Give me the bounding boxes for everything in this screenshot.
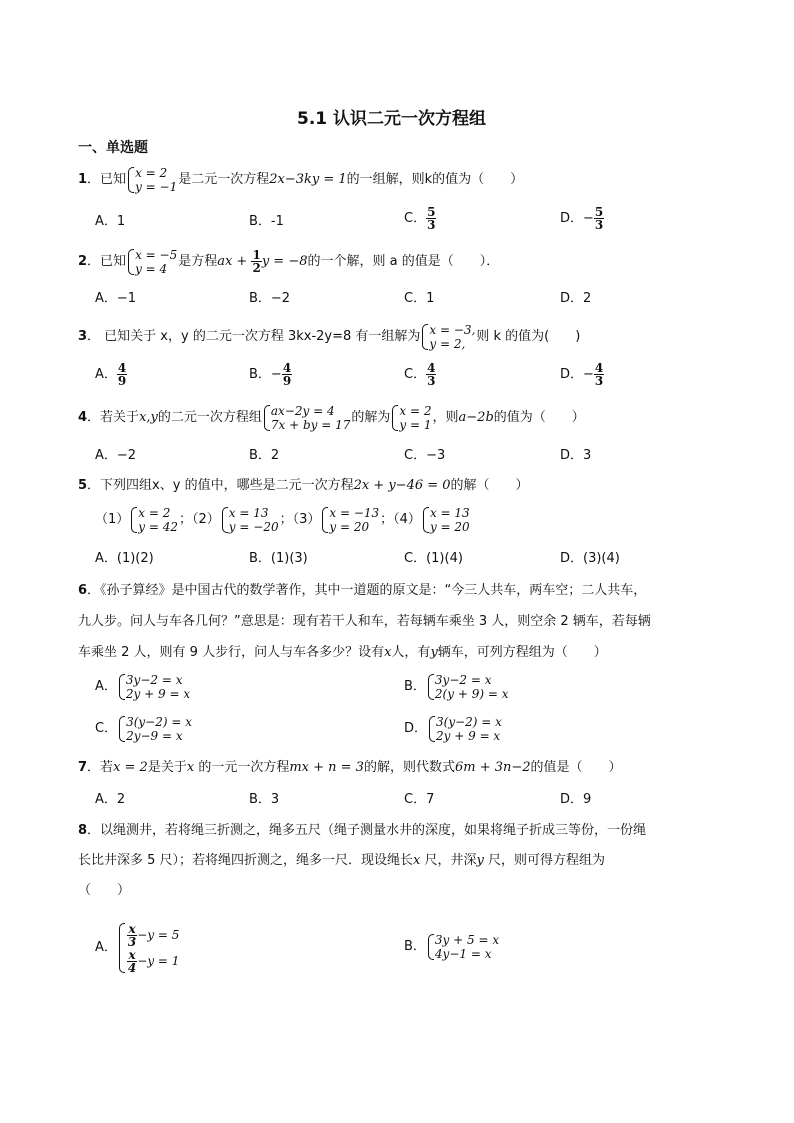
question-6-line-1: 6．《孙子算经》是中国古代的数学著作，其中一道题的原文是：“今三人共车，两车空；二人共车，: [78, 583, 647, 598]
option-c[interactable]: C． $\frac{5}{3}$: [404, 205, 436, 232]
option-d[interactable]: D．9: [560, 792, 592, 807]
question-6-line-3: 车乘坐 2 人，则有 9 人步行，问人与车各多少？设有x人，有y辆车，可列方程组为（ ）: [78, 645, 607, 660]
question-5: 5．下列四组x、y 的值中，哪些是二元一次方程2x + y−46 = 0的解（ ）: [78, 478, 529, 493]
question-3: 3． 已知关于 x，y 的二元一次方程 3kx-2y=8 有一组解为 x = −3, y = 2, 则 k 的值为( ): [78, 322, 581, 351]
section-heading: 一、单选题: [78, 140, 148, 156]
equation-system: ax−2y = 4 7x + by = 17: [263, 404, 351, 432]
question-8-line-1: 8．以绳测井，若将绳三折测之，绳多五尺（绳子测量水井的深度，如果将绳子折成三等份，一份绳: [78, 823, 647, 838]
option-c[interactable]: C． 3(y−2) = x 2y−9 = x: [95, 714, 192, 743]
option-b[interactable]: B．− $\frac{4}{9}$: [249, 361, 292, 388]
option-a[interactable]: A．2: [95, 792, 126, 807]
option-b[interactable]: B．−2: [249, 291, 291, 306]
equation-system: x = −5 y = 4: [127, 248, 177, 276]
question-1: 1．已知 x = 2 y = −1 是二元一次方程2x−3ky = 1的一组解，则k的值为（ ）: [78, 165, 524, 194]
option-b[interactable]: B．3: [249, 792, 280, 807]
question-6-line-2: 九人步。问人与车各几何？”意思是：现有若干人和车，若每辆车乘坐 3 人，则空余 2 辆车，若每辆: [78, 614, 651, 629]
question-7: 7．若x = 2是关于x 的一元一次方程mx + n = 3的解，则代数式6m + 3n−2的值是（ ）: [78, 760, 622, 775]
question-number: 1: [78, 172, 88, 187]
option-a[interactable]: A．(1)(2): [95, 551, 154, 566]
option-a[interactable]: A． 3y−2 = x 2y + 9 = x: [95, 672, 191, 701]
option-b[interactable]: B．-1: [249, 214, 284, 229]
option-a[interactable]: A． $\frac{4}{9}$: [95, 361, 127, 388]
option-a[interactable]: A．1: [95, 214, 126, 229]
equation: 2x−3ky = 1: [269, 172, 347, 187]
option-b[interactable]: B．2: [249, 448, 280, 463]
question-4: 4．若关于x,y的二元一次方程组 ax−2y = 4 7x + by = 17 的解为 x = 2 y = 1 ，则a−2b的值为（ ）: [78, 403, 585, 432]
equation-system: x = 2 y = −1: [127, 166, 177, 194]
option-c[interactable]: C．(1)(4): [404, 551, 463, 566]
option-c[interactable]: C．7: [404, 792, 435, 807]
option-c[interactable]: C．−3: [404, 448, 446, 463]
option-d[interactable]: D．3: [560, 448, 592, 463]
option-b[interactable]: B． 3y + 5 = x 4y−1 = x: [404, 932, 500, 961]
option-d[interactable]: D．− $\frac{4}{3}$: [560, 361, 604, 388]
question-8-line-2: 长比井深多 5 尺）；若将绳四折测之，绳多一尺．现设绳长x 尺，井深y 尺，则可得方程组为: [78, 853, 606, 868]
option-a[interactable]: A．−1: [95, 291, 137, 306]
question-8-line-3: （ ）: [78, 883, 131, 898]
option-d[interactable]: D．(3)(4): [560, 551, 620, 566]
fraction: $\frac{1}{2}$: [252, 248, 261, 275]
equation-system: x = −3, y = 2,: [421, 323, 475, 351]
option-a[interactable]: A． $\frac{x}{3}$ −y = 5 $\frac{x}{4}$ −y = 1: [95, 921, 180, 975]
question-2: 2．已知 x = −5 y = 4 是方程ax + $\frac{1}{2}$ y = −8的一个解，则 a 的值是（ ）．: [78, 247, 500, 276]
page-title: 5.1 认识二元一次方程组: [297, 109, 487, 129]
solution-system: x = 2 y = 1: [391, 404, 431, 432]
option-b[interactable]: B． 3y−2 = x 2(y + 9) = x: [404, 672, 509, 701]
option-c[interactable]: C． $\frac{4}{3}$: [404, 361, 436, 388]
option-d[interactable]: D．2: [560, 291, 592, 306]
option-a[interactable]: A．−2: [95, 448, 137, 463]
option-d[interactable]: D． 3(y−2) = x 2y + 9 = x: [404, 714, 502, 743]
option-c[interactable]: C．1: [404, 291, 435, 306]
solution-groups: （1） x = 2 y = 42 ；（2） x = 13 y = −20 ；（3） x = −13 y = 20 ；（4） x = 13 y = 20: [95, 505, 470, 534]
option-d[interactable]: D．− $\frac{5}{3}$: [560, 205, 604, 232]
option-b[interactable]: B．(1)(3): [249, 551, 308, 566]
